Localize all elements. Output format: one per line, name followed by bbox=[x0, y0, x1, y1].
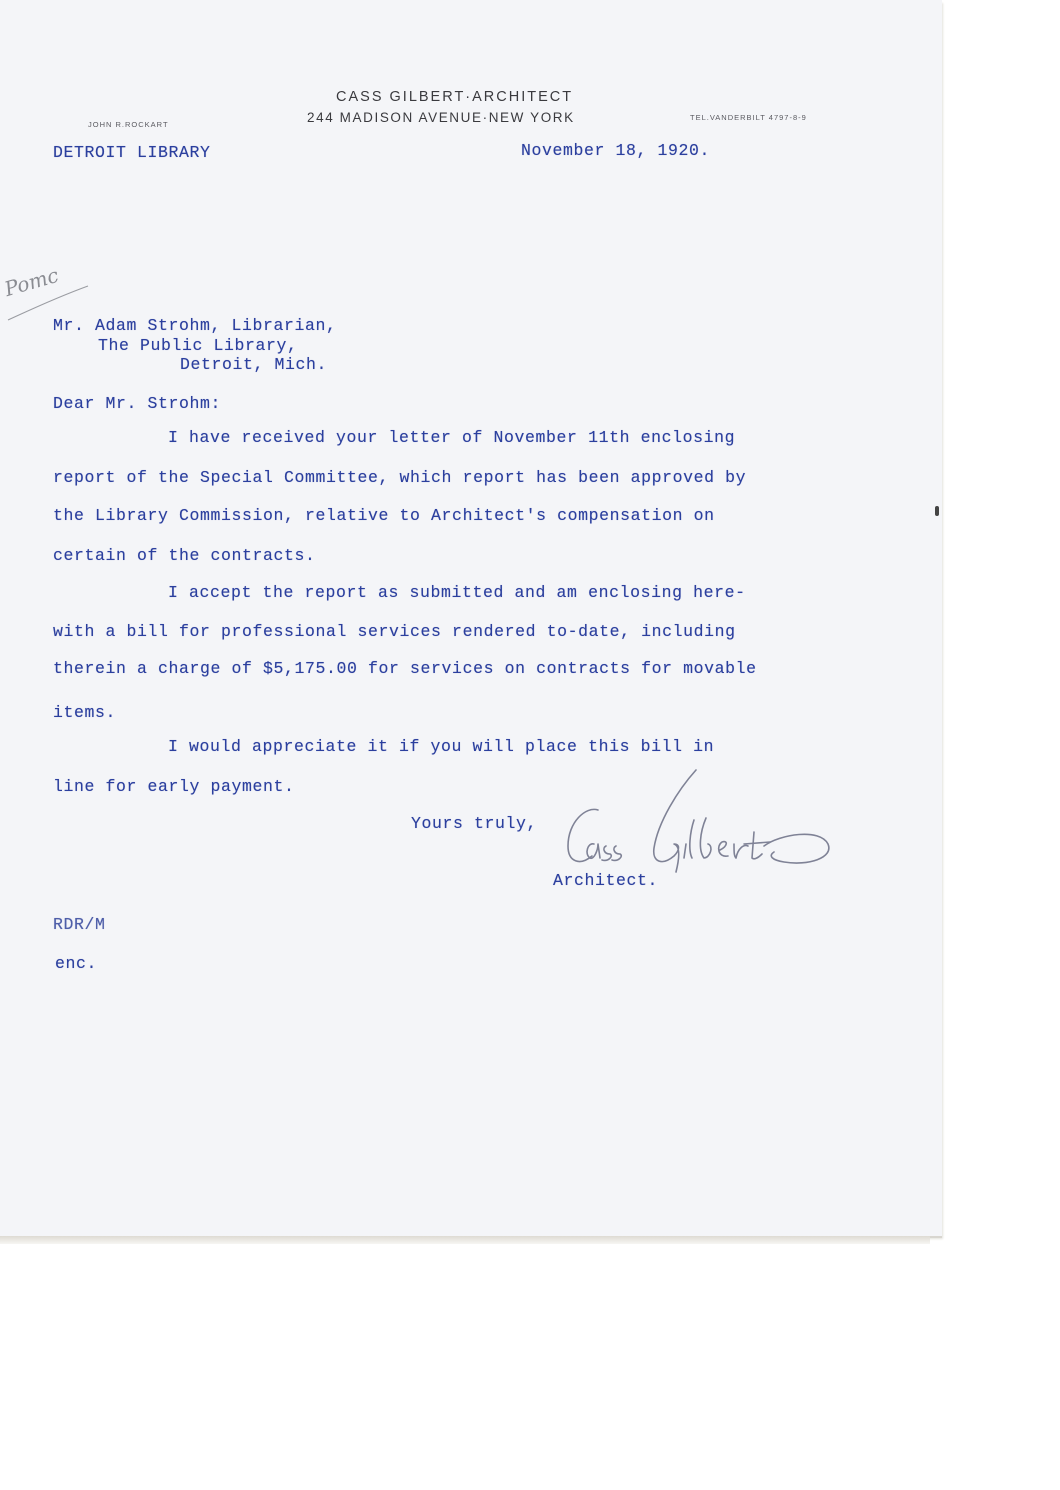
letterhead-left-name: JOHN R.ROCKART bbox=[88, 120, 169, 129]
body-line-3: the Library Commission, relative to Architect's compensation on bbox=[53, 506, 715, 525]
body-line-1: I have received your letter of November 11th enclosing bbox=[168, 428, 736, 447]
letter-date: November 18, 1920. bbox=[521, 141, 711, 160]
body-line-7: therein a charge of $5,175.00 for services on contracts for movable bbox=[53, 659, 757, 678]
recipient-line-3: Detroit, Mich. bbox=[180, 355, 328, 374]
letterhead-telephone: TEL.VANDERBILT 4797-8-9 bbox=[690, 113, 807, 122]
body-line-2: report of the Special Committee, which report has been approved by bbox=[53, 468, 747, 487]
body-line-4: certain of the contracts. bbox=[53, 546, 316, 565]
closing: Yours truly, bbox=[411, 814, 538, 833]
body-line-9: I would appreciate it if you will place this bill in bbox=[168, 737, 715, 756]
body-line-6: with a bill for professional services rendered to-date, including bbox=[53, 622, 736, 641]
margin-note: Pomc bbox=[1, 262, 62, 302]
typist-initials: RDR/M bbox=[53, 915, 106, 934]
signature bbox=[558, 762, 843, 880]
recipient-line-2: The Public Library, bbox=[98, 336, 298, 355]
enclosure-note: enc. bbox=[55, 954, 98, 973]
letterhead-firm: CASS GILBERT·ARCHITECT bbox=[336, 89, 574, 105]
signer-title: Architect. bbox=[553, 871, 659, 890]
salutation: Dear Mr. Strohm: bbox=[53, 394, 222, 413]
letterhead-address: 244 MADISON AVENUE·NEW YORK bbox=[307, 110, 575, 125]
sheet-edge-mark bbox=[935, 506, 939, 516]
file-reference: DETROIT LIBRARY bbox=[53, 143, 211, 162]
sheet-shadow-edge bbox=[0, 1236, 930, 1244]
recipient-line-1: Mr. Adam Strohm, Librarian, bbox=[53, 316, 337, 335]
body-line-5: I accept the report as submitted and am enclosing here- bbox=[168, 583, 746, 602]
body-line-10: line for early payment. bbox=[53, 777, 295, 796]
body-line-8: items. bbox=[53, 703, 117, 722]
